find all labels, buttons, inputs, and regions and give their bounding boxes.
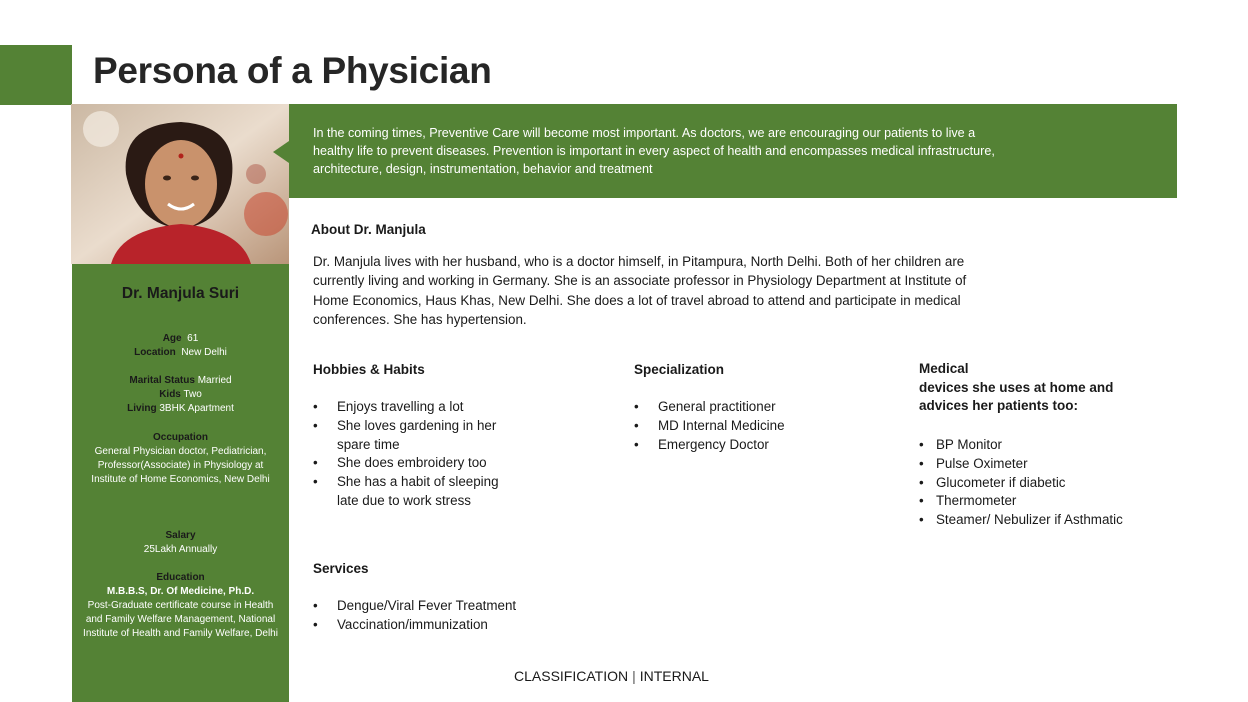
classification-label: CLASSIFICATION [514,668,629,684]
list-item: • She has a habit of sleeping late due to work stress [313,473,503,511]
list-item: • MD Internal Medicine [634,417,894,436]
persona-name: Dr. Manjula Suri [121,285,240,302]
about-text: Dr. Manjula lives with her husband, who is a doctor himself, in Pitampura, North Delhi. Both of her children are currently living and working in Germany. She is an associate professor in Physiology Department at Institute of Home Economics, Haus Khas, New Delhi. She does a lot of travel abroad to attend and participate in medical conferences. She has hypertension. [313,254,967,327]
kids-label: Kids [159,389,181,400]
education-degrees: M.B.B.S, Dr. Of Medicine, Ph.D. [106,586,255,597]
occupation-label: Occupation [152,432,208,443]
quote-pointer [273,141,289,163]
list-item: • Steamer/ Nebulizer if Asthmatic [919,511,1159,530]
services-list [313,597,573,635]
list-item: • Enjoys travelling a lot [313,398,503,417]
specialization-list [634,398,894,454]
page-title: Persona of a Physician [93,50,492,91]
devices-heading-line2: devices she uses at home and advices her patients too: [919,379,1114,414]
salary-info [80,529,281,557]
devices-list [919,436,1159,530]
age-value: 61 [187,333,199,344]
age-label: Age [162,333,182,344]
list-item: • Dengue/Viral Fever Treatment [313,597,573,616]
list-item: • Pulse Oximeter [919,455,1159,474]
location-label: Location [134,347,176,358]
profile-sidebar [72,264,289,702]
hobbies-heading: Hobbies & Habits [313,362,425,377]
list-item: • Thermometer [919,492,1159,511]
living-label: Living [127,403,157,414]
devices-heading-line1: Medical [919,361,969,376]
list-item: • She loves gardening in her spare time [313,417,503,455]
classification-footer [514,668,709,684]
persona-photo [71,104,289,264]
list-item: • BP Monitor [919,436,1159,455]
classification-level: INTERNAL [639,668,709,684]
classification-separator: | [632,668,636,684]
family-info [80,374,281,416]
occupation-info [80,431,281,487]
title-accent-block [0,45,72,105]
services-heading: Services [313,561,369,576]
living-value: 3BHK Apartment [159,403,234,414]
kids-value: Two [183,389,202,400]
list-item: • Glucometer if diabetic [919,474,1159,493]
list-item: • She does embroidery too [313,454,503,473]
salary-label: Salary [165,530,196,541]
list-item: • Emergency Doctor [634,436,894,455]
location-value: New Delhi [181,347,227,358]
hobbies-list [313,398,503,511]
basic-info [80,332,281,360]
salary-value: 25Lakh Annually [143,544,218,555]
about-heading: About Dr. Manjula [311,222,426,237]
list-item: • General practitioner [634,398,894,417]
list-item: • Vaccination/immunization [313,616,573,635]
marital-value: Married [197,375,232,386]
education-extra: Post-Graduate certificate course in Health and Family Welfare Management, National Institute of Health and Family Welfare, Delhi [83,600,278,639]
persona-quote: In the coming times, Preventive Care will become most important. As doctors, we are encouraging our patients to live a healthy life to prevent diseases. Prevention is important in every aspect of health and encompasses medical infrastructure, architecture, design, instrumentation, behavior and treatment [313,126,995,176]
occupation-value: General Physician doctor, Pediatrician, Professor(Associate) in Physiology at Institute of Home Economics, New Delhi [91,446,270,485]
specialization-heading: Specialization [634,362,725,377]
education-label: Education [156,572,205,583]
education-info [80,571,281,641]
devices-heading [919,360,1119,416]
marital-label: Marital Status [129,375,195,386]
